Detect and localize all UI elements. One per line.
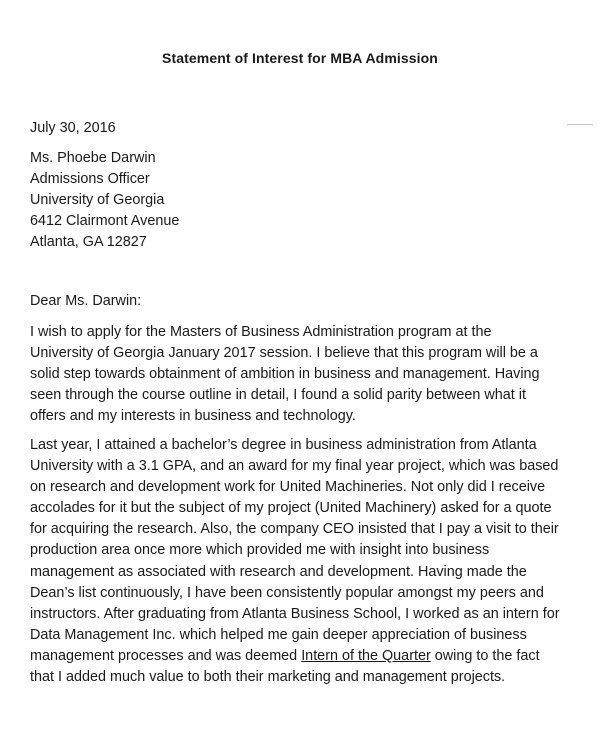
paragraph-line: production area once more which provided me with insight into business [30,542,490,559]
paragraph-line: for acquiring the research. Also, the company CEO insisted that I pay a visit to their [30,521,559,538]
intern-of-quarter-underlined: Intern of the Quarter [301,647,431,664]
recipient-street: 6412 Clairmont Avenue [30,213,180,229]
recipient-city: Atlanta, GA 12827 [30,234,147,250]
paragraph-line: on research and development work for United Machineries. Not only did I receive [30,479,546,496]
paragraph-1 [30,322,578,427]
line-text: management processes and was deemed [30,647,302,664]
paragraph-line: accolades for it but the subject of my project (United Machinery) asked for a quote [30,500,552,517]
paragraph-line: that I added much value to both their marketing and management projects. [30,669,506,686]
paragraph-line: University of Georgia January 2017 session. I believe that this program will be a [30,345,538,362]
recipient-position: Admissions Officer [30,171,150,187]
recipient-name: Ms. Phoebe Darwin [30,150,156,166]
recipient-address-block [30,148,578,253]
document-title: Statement of Interest for MBA Admission [162,50,438,66]
line-text: owing to the fact [430,647,540,664]
paragraph-line: Last year, I attained a bachelor’s degree in business administration from Atlanta [30,437,537,453]
salutation: Dear Ms. Darwin: [30,293,142,309]
paragraph-line: Data Management Inc. which helped me gain deeper appreciation of business [30,626,527,643]
paragraph-line [30,646,578,667]
paragraph-line: instructors. After graduating from Atlanta Business School, I worked as an intern for [30,605,560,622]
letter-date: July 30, 2016 [30,120,116,136]
paragraph-line: Dean’s list continuously, I have been consistently popular amongst my peers and [30,584,544,601]
paragraph-line: management as associated with research and development. Having made the [30,563,527,580]
paragraph-line: offers and my interests in business and technology. [30,408,356,425]
paragraph-line: University with a 3.1 GPA, and an award for my final year project, which was based [30,458,559,475]
recipient-organization: University of Georgia [30,192,165,208]
paragraph-line: seen through the course outline in detail, I found a solid parity between what it [30,387,526,404]
paragraph-line: I wish to apply for the Masters of Business Administration program at the [30,324,492,340]
paragraph-2 [30,435,578,688]
paragraph-line: solid step towards obtainment of ambition in business and management. Having [30,366,540,383]
